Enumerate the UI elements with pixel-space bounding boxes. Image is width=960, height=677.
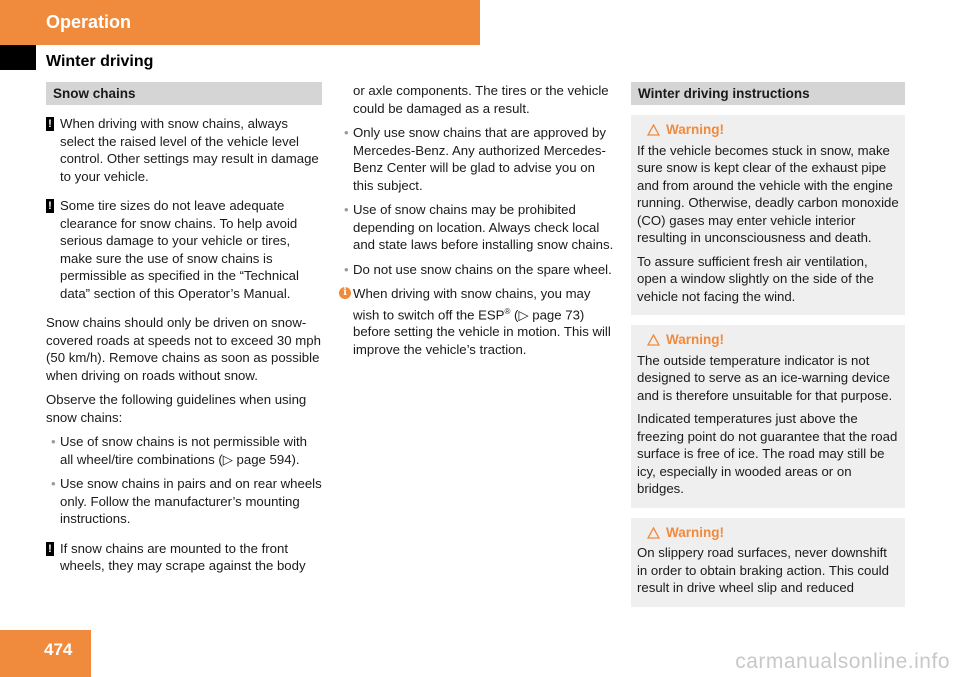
- warning-paragraph: Indicated temperatures just above the freezing point do not guarantee that the road surface is free of ice. The road may still be icy, especially in wooded areas or on bridges.: [637, 411, 898, 496]
- warning-title-text: Warning!: [666, 122, 724, 137]
- bullet-icon: •: [344, 125, 349, 140]
- list-item: [339, 261, 615, 279]
- exclamation-box-icon: !: [46, 542, 54, 556]
- page-number-band: [0, 630, 91, 677]
- caution-note: [46, 197, 322, 302]
- snow-chains-heading: Snow chains: [46, 82, 322, 105]
- warning-triangle-icon: [647, 124, 660, 136]
- warning-triangle-icon: [647, 527, 660, 539]
- info-circle-icon: i: [339, 287, 351, 299]
- bullet-icon: •: [51, 434, 56, 449]
- warning-title: [637, 121, 899, 139]
- caution-text: Some tire sizes do not leave adequate clearance for snow chains. To help avoid serious damage to your vehicle or tires, make sure the use of snow chains is permissible as specified in the “Technical data” section of this Operator’s Manual.: [60, 198, 299, 301]
- winter-instructions-heading: Winter driving instructions: [631, 82, 905, 105]
- warning-triangle-icon: [647, 334, 660, 346]
- registered-mark: ®: [504, 306, 511, 316]
- warning-box: [631, 115, 905, 315]
- list-item-text: Use snow chains in pairs and on rear wheels only. Follow the manufacturer’s mounting instructions.: [60, 476, 322, 526]
- info-text-a: When driving with snow chains, you may wish to switch off the ESP: [353, 286, 591, 322]
- column-left: [46, 82, 322, 587]
- list-item-text: Only use snow chains that are approved by Mercedes-Benz. Any authorized Mercedes-Benz Center will be glad to advise you on this subject.: [353, 125, 606, 193]
- list-item: [339, 201, 615, 254]
- warning-title: [637, 331, 899, 349]
- subsection-title: Winter driving: [46, 53, 154, 70]
- warning-title: [637, 524, 899, 542]
- bullet-icon: •: [344, 202, 349, 217]
- column-middle: [339, 82, 615, 358]
- info-note: [339, 285, 615, 358]
- column-right: [631, 82, 905, 617]
- body-paragraph: Observe the following guidelines when using snow chains:: [46, 392, 307, 425]
- list-item-text: Use of snow chains is not permissible with all wheel/tire combinations (▷ page 594).: [60, 434, 308, 467]
- bullet-icon: •: [344, 261, 349, 277]
- warning-paragraph: To assure sufficient fresh air ventilation, open a window slightly on the side of the vehicle not facing the wind.: [637, 253, 874, 304]
- caution-note: [46, 115, 322, 185]
- warning-box: [631, 325, 905, 508]
- warning-title-text: Warning!: [666, 524, 724, 540]
- exclamation-box-icon: !: [46, 117, 54, 131]
- page-number: 474: [44, 640, 73, 659]
- watermark: carmanualsonline.info: [735, 650, 950, 673]
- caution-text-continued: or axle components. The tires or the vehicle could be damaged as a result.: [353, 83, 609, 116]
- warning-box: [631, 518, 905, 607]
- section-title: Operation: [46, 12, 132, 32]
- section-marker: [0, 45, 36, 70]
- body-paragraph: Snow chains should only be driven on snow-covered roads at speeds not to exceed 30 mph (50 km/h). Remove chains as soon as possible when driving on roads without snow.: [46, 315, 321, 383]
- header-band: [0, 0, 480, 45]
- warning-title-text: Warning!: [666, 332, 724, 347]
- bullet-icon: •: [51, 476, 56, 491]
- warning-paragraph: On slippery road surfaces, never downshift in order to obtain braking action. This could result in drive wheel slip and reduced: [637, 545, 889, 595]
- warning-paragraph: If the vehicle becomes stuck in snow, make sure snow is kept clear of the exhaust pipe and from around the vehicle with the engine running. Otherwise, deadly carbon monoxide (CO) gases may enter vehicle interior resulting in unconsciousness and death.: [637, 142, 899, 245]
- caution-text: When driving with snow chains, always select the raised level of the vehicle level control. Other settings may result in damage to your vehicle.: [60, 116, 319, 184]
- list-item: [46, 433, 322, 468]
- warning-paragraph: The outside temperature indicator is not designed to serve as an ice-warning device and is therefore unsuitable for that purpose.: [637, 352, 893, 403]
- list-item: [339, 124, 615, 194]
- exclamation-box-icon: !: [46, 199, 54, 213]
- caution-text: If snow chains are mounted to the front wheels, they may scrape against the body: [60, 540, 306, 573]
- list-item-text: Do not use snow chains on the spare wheel.: [353, 261, 612, 277]
- list-item-text: Use of snow chains may be prohibited depending on location. Always check local and state laws before installing snow chains.: [353, 202, 614, 252]
- info-text-b: (▷ page 73) before setting the vehicle in motion. This will improve the vehicle’s traction.: [353, 306, 611, 357]
- caution-note: [46, 540, 322, 575]
- list-item: [46, 475, 322, 528]
